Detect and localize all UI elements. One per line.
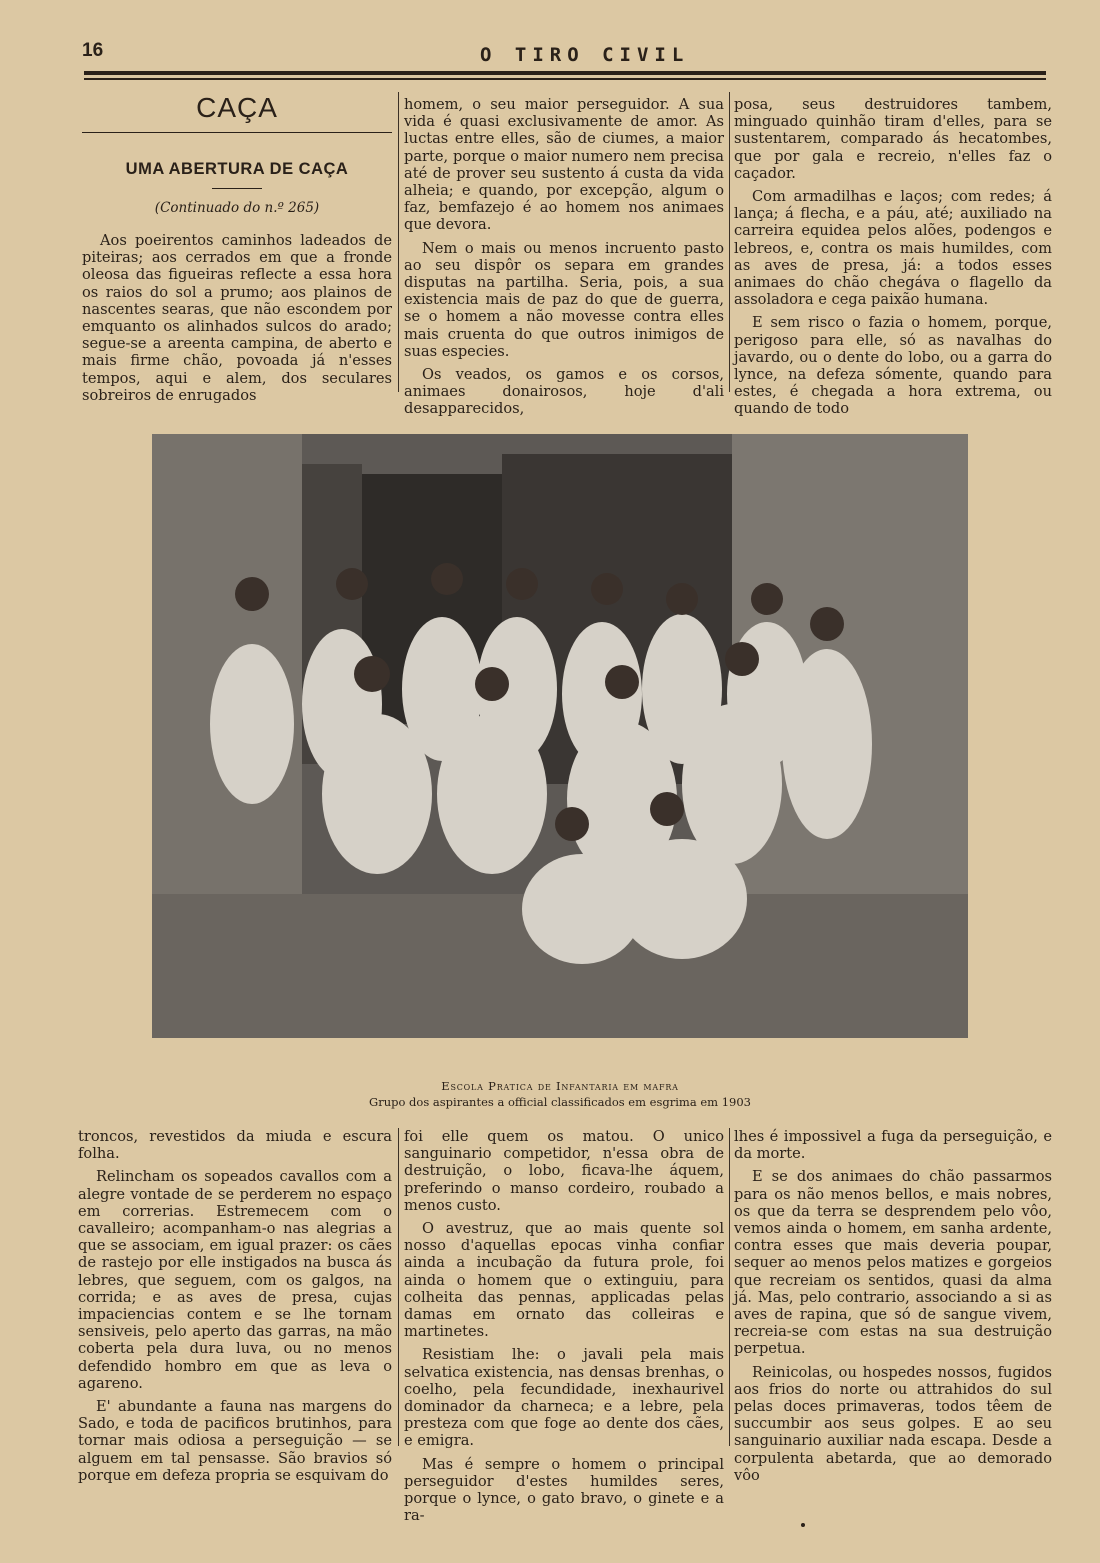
paragraph: Os veados, os gamos e os corsos, animaes donairosos, hoje d'ali desapparecidos, bbox=[404, 366, 724, 418]
photo-caption-subtitle: Grupo dos aspirantes a official classificados em esgrima em 1903 bbox=[369, 1095, 751, 1109]
bottom-column-2 bbox=[404, 1128, 724, 1530]
paragraph: E' abundante a fauna nas margens do Sado, e toda de pacificos brutinhos, para tornar mais odiosa a perseguição — se alguem em tal pensasse. São bravios só porque em defeza propria se esquivam do bbox=[78, 1398, 392, 1484]
top-column-3 bbox=[734, 96, 1052, 424]
paragraph: E sem risco o fazia o homem, porque, perigoso para elle, só as navalhas do javardo, ou o dente do lobo, ou a garra do lynce, na defeza sómente, quando para estes, é chegada a hora extrema, ou quando de todo bbox=[734, 314, 1052, 418]
column-divider bbox=[729, 92, 730, 392]
page-number: 16 bbox=[82, 40, 104, 61]
header-rule-thick bbox=[84, 71, 1046, 75]
paragraph: Mas é sempre o homem o principal perseguidor d'estes humildes seres, porque o lynce, o gato bravo, o ginete e a ra- bbox=[404, 1455, 724, 1525]
paragraph: lhes é impossivel a fuga da perseguição, e da morte. bbox=[734, 1128, 1052, 1163]
paragraph: Nem o mais ou menos incruento pasto ao seu dispôr os separa em grandes disputas na partilha. Seria, pois, a sua existencia mais de paz do que de guerra, se o homem a não movesse contra elles mais cruenta do que outros inimigos de suas especies. bbox=[404, 239, 724, 360]
paragraph: homem, o seu maior perseguidor. A sua vida é quasi exclusivamente de amor. As luctas entre elles, são de ciumes, a maior parte, porque o maior numero nem precisa até de prover seu sustento á custa da vida alheia; e quando, por excepção, algum o faz, bemfazejo é ao homem nos animaes que devora. bbox=[404, 96, 724, 234]
ink-dot bbox=[801, 1523, 805, 1527]
column-divider bbox=[729, 1128, 730, 1446]
photo-illustration bbox=[152, 434, 968, 1038]
paragraph: Aos poeirentos caminhos ladeados de piteiras; aos cerrados em que a fronde oleosa das figueiras reflecte a essa hora os raios do sol a prumo; aos plainos de nascentes searas, que não escondem por emquanto os alinhados sulcos do arado; segue-se a areenta campina, de aberto e mais firme chão, povoada já n'esses tempos, aqui e alem, dos seculares sobreiros de enrugados bbox=[82, 232, 392, 404]
paragraph: Reinicolas, ou hospedes nossos, fugidos aos frios do norte ou attrahidos do sul pelas doces primaveras, todos têem de succumbir aos seus golpes. E ao seu sanguinario auxiliar nada escapa. Desde a corpulenta abetarda, que ao demorado vôo bbox=[734, 1363, 1052, 1484]
column-divider bbox=[398, 92, 399, 392]
paragraph: Relincham os sopeados cavallos com a alegre vontade de se perderem no espaço em correrias. Estremecem com o cavalleiro; acompanham-o nas alegrias a que se associam, em igual prazer: os cães de rastejo por elle instigados na busca ás lebres, que seguem, com os galgos, na corrida; e as aves de presa, cujas impaciencias contem e se lhe tornam sensiveis, pelo aperto das garras, na mão coberta pela dura luva, ou no menos defendido hombro em que as leva o agareno. bbox=[78, 1168, 392, 1392]
paragraph: troncos, revestidos da miuda e escura folha. bbox=[78, 1128, 392, 1163]
continued-note: (Continuado do n.º 265) bbox=[154, 200, 320, 216]
paragraph: Com armadilhas e laços; com redes; á lança; á flecha, e a páu, até; auxiliado na carreira equidea pelos alões, podengos e lebreos, e, contra os mais humildes, com as aves de presa, já: a todos esses animaes do chão chegáva o flagello da assoladora e cega paixão humana. bbox=[734, 188, 1052, 309]
header-rule-thin bbox=[84, 78, 1046, 80]
column-divider bbox=[398, 1128, 399, 1446]
bottom-column-3 bbox=[734, 1128, 1052, 1490]
bottom-column-1 bbox=[78, 1128, 392, 1490]
masthead: O TIRO CIVIL bbox=[480, 44, 690, 66]
paragraph: posa, seus destruidores tambem, minguado quinhão tiram d'elles, para se sustentarem, comparado ás hecatombes, que por gala e recreio, n'elles faz o caçador. bbox=[734, 96, 1052, 182]
photo-caption-title: Escola Pratica de Infantaria em mafra bbox=[441, 1079, 679, 1093]
section-rule bbox=[82, 132, 392, 133]
section-title: CAÇA bbox=[196, 92, 278, 123]
paragraph: O avestruz, que ao mais quente sol nosso d'aquellas epocas vinha confiar ainda a incubação da futura prole, foi ainda o homem que o extinguiu, para colheita das pennas, applicadas pelas damas em ornato das colleiras e martinetes. bbox=[404, 1220, 724, 1341]
paragraph: Resistiam lhe: o javali pela mais selvatica existencia, nas densas brenhas, o coelho, pela fecundidade, inexhaurivel dominador da charneca; e a lebre, pela presteza com que foge ao dente dos cães, e emigra. bbox=[404, 1346, 724, 1450]
article-title: UMA ABERTURA DE CAÇA bbox=[125, 160, 349, 178]
paragraph: E se dos animaes do chão passarmos para os não menos bellos, e mais nobres, os que da terra se desprendem pelo vôo, vemos ainda o homem, em sanha ardente, contra esses que mais deveria poupar, sequer ao menos pelos matizes e gorgeios que recreiam os sentidos, quasi da alma já. Mas, pelo contrario, associando a si as aves de rapina, que só de sangue vivem, recreia-se com estas na sua destruição perpetua. bbox=[734, 1168, 1052, 1358]
top-column-1 bbox=[82, 232, 392, 410]
paragraph: foi elle quem os matou. O unico sanguinario competidor, n'essa obra de destruição, o lobo, ficava-lhe áquem, preferindo o manso cordeiro, roubado a menos custo. bbox=[404, 1128, 724, 1214]
top-column-2 bbox=[404, 96, 724, 424]
title-rule bbox=[212, 188, 262, 189]
group-photograph bbox=[152, 434, 968, 1038]
